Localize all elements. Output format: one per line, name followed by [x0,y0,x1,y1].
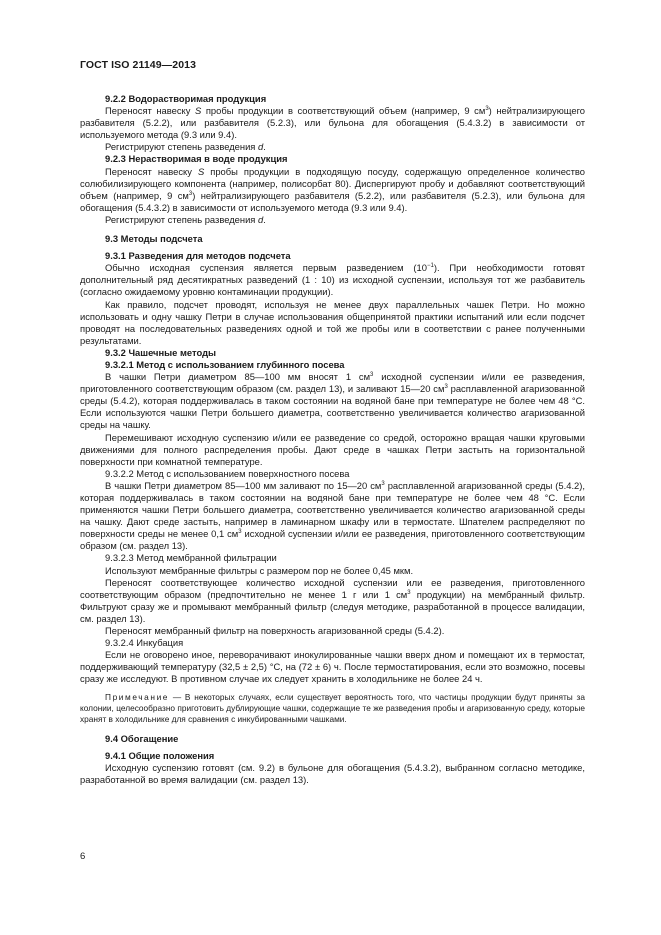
paragraph: В чашки Петри диаметром 85—100 мм вносят 1 $см^3$ исходной суспензии и/или ее разведения, приготовленного соответствующим образом (см. раздел 13), и заливают 15—20 $см^3$ расплавленной агаризованной среды (5.4.2), которая поддерживалась в таком состоянии на водяной бане при температуре не более чем 48 °С. Если используются чашки Петри большего диаметра, соответственно увеличивается количество агаризованной среды на чашку. [80,371,586,431]
note: Примечание — В некоторых случаях, если существует вероятность того, что частицы продукции будут приняты за колонии, целесообразно приготовить дублирующие чашки, содержащие те же разведения пробы и агаризованную среду, которые хранят в холодильнике для сравнения с инкубированными чашками. [80,691,585,725]
paragraph: Переносят соответствующее количество исходной суспензии или ее разведения, приготовленного соответствующим образом (предпочтительно не менее 1 г или 1 $см^3$ продукции) на мембранный фильтр. Фильтруют сразу же и промывают мембранный фильтр (следуя методике, разработанной в процессе валидации, см. раздел 13). [80,576,585,624]
paragraph: Исходную суспензию готовят (см. 9.2) в бульоне для обогащения (5.4.3.2), выбранном согласно методике, разработанной во время валидации (см. раздел 13). [80,761,585,785]
paragraph: Регистрируют степень разведения d. [105,213,266,225]
section-heading-9-3-2: 9.3.2 Чашечные методы [105,346,217,358]
section-heading-9-3-1: 9.3.1 Разведения для методов подсчета [105,250,291,262]
section-heading-9-3-2-4: 9.3.2.4 Инкубация [105,637,184,649]
paragraph: Переносят навеску S пробы продукции в соответствующий объем (например, 9 $см^3$) нейтрализирующего разбавителя (5.2.2), или разбавителя (5.2.3), или бульона для обогащения (5.4.3.2) в зависимости от используемого метода (9.3 или 9.4). [80,105,586,141]
section-heading-9-2-3: 9.2.3 Нерастворимая в воде продукция [105,153,288,165]
paragraph: Перемешивают исходную суспензию и/или ее разведение со средой, осторожно вращая чашки круговыми движениями для полного распределения пробы. Дают среде в чашках Петри застыть на горизонтальной поверхности при комнатной температуре. [80,431,585,467]
section-heading-9-3: 9.3 Методы подсчета [105,233,203,245]
section-heading-9-4: 9.4 Обогащение [105,732,179,744]
paragraph: Переносят навеску S пробы продукции в подходящую посуду, содержащую определенное количество солюбилизирующего компонента (например, полисорбат 80). Диспергируют пробу и добавляют соответствующий объем (например, 9 $см^3$) нейтрализирующего разбавителя (5.2.2), или разбавителя (5.2.3), или бульона для обогащения (5.4.3.2) в зависимости от используемого метода (9.3 или 9.4). [80,165,585,213]
section-heading-9-2-2: 9.2.2 Водорастворимая продукция [105,93,267,104]
section-heading-9-4-1: 9.4.1 Общие положения [105,749,215,761]
document-body [80,93,585,786]
paragraph: Обычно исходная суспензия является первым разведением $(10^{-1})$. При необходимости готовят дополнительный ряд десятикратных разведений (1 : 10) из исходной суспензии, используя тот же разбавитель (согласно ожидаемому уровню контаминации продукции). [80,262,585,298]
paragraph: Используют мембранные фильтры с размером пор не более 0,45 мкм. [105,564,414,576]
paragraph: Если не оговорено иное, переворачивают инокулированные чашки вверх дном и помещают их в термостат, поддерживающий температуру (32,5 ± 2,5) °С, на (72 ± 6) ч. После термостатирования, если это возможно, посевы сразу же исследуют. В противном случае их следует хранить в холодильнике не более 24 ч. [80,649,585,685]
paragraph: Как правило, подсчет проводят, используя не менее двух параллельных чашек Петри. Но можно использовать и одну чашку Петри в случае использования общепринятой практики испытаний или если подсчет проводят на последовательных разведениях одной и той же пробы или в соответствии с ранее полученными результатами. [80,298,585,346]
page-number: 6 [80,851,86,862]
paragraph: Регистрируют степень разведения d. [105,141,266,153]
section-heading-9-3-2-1: 9.3.2.1 Метод с использованием глубинного посева [105,358,345,370]
section-heading-9-3-2-2: 9.3.2.2 Метод с использованием поверхностного посева [105,467,350,479]
section-heading-9-3-2-3: 9.3.2.3 Метод мембранной фильтрации [105,552,277,564]
paragraph: Переносят мембранный фильтр на поверхность агаризованной среды (5.4.2). [105,625,445,637]
note-label: Примечание [105,691,170,702]
paragraph: В чашки Петри диаметром 85—100 мм заливают по 15—20 $см^3$ расплавленной агаризованной среды (5.4.2), которая поддерживалась в таком состоянии на водяной бане при температуре не более чем 48 °С. Если применяются чашки Петри большего диаметра, соответственно увеличивается количество агаризованной среды на чашку. Дают среде застыть, например в ламинарном шкафу или в термостате. Шпателем распределяют по поверхности среды не менее 0,1 $см^3$ исходной суспензии и/или ее разведения, приготовленного соответствующим образом (см. раздел 13). [80,479,586,552]
document-header: ГОСТ ISO 21149—2013 [80,59,197,71]
